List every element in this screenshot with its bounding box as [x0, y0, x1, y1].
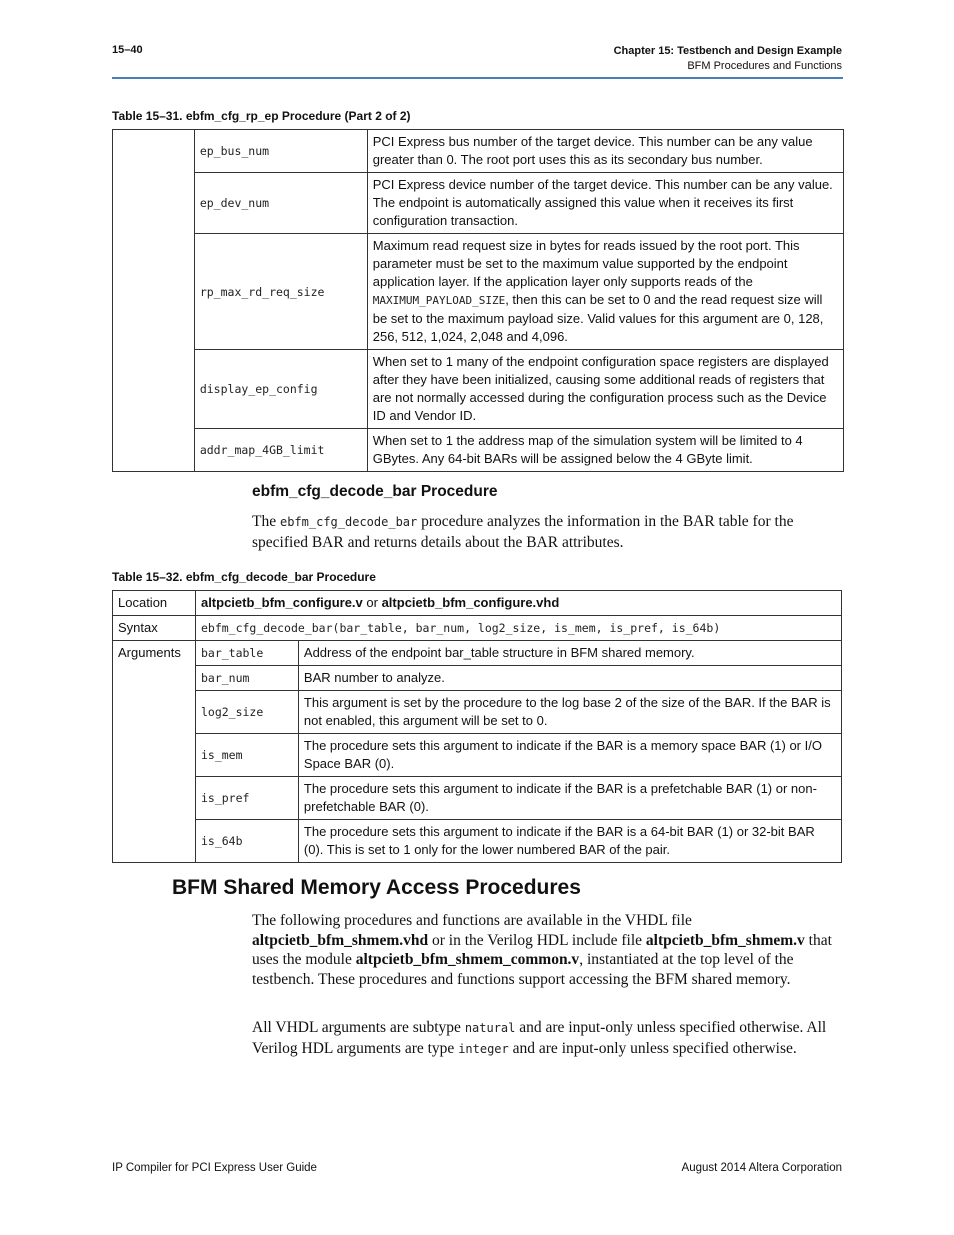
footer-guide-title: IP Compiler for PCI Express User Guide	[112, 1162, 317, 1174]
header-rule	[112, 77, 843, 79]
table1-arg-cell	[194, 130, 367, 173]
table1-desc-cell: PCI Express bus number of the target device. This number can be any value greater than 0. The root port uses this as its secondary bus number.	[367, 130, 843, 173]
table1-desc-cell	[367, 234, 843, 350]
arg-name: display_ep_config	[199, 382, 318, 396]
arg-name: is_pref	[200, 791, 250, 805]
file-name: altpcietb_bfm_configure.vhd	[381, 595, 560, 610]
file-name: altpcietb_bfm_shmem_common.v	[355, 951, 580, 968]
table1	[112, 129, 844, 472]
table2-desc-cell: BAR number to analyze.	[298, 666, 841, 691]
text: and are input-only unless specified otherwise. All Verilog HDL arguments are type	[252, 1019, 827, 1057]
text: , instantiated at the top level of the testbench. These procedures and functions support accessing the BFM shared memory.	[252, 951, 794, 988]
table1-arg-cell	[194, 429, 367, 472]
file-name: altpcietb_bfm_configure.v	[200, 595, 363, 610]
arg-name: log2_size	[200, 705, 264, 719]
inline-code: ebfm_cfg_decode_bar	[279, 515, 418, 529]
section-heading: ebfm_cfg_decode_bar Procedure	[252, 483, 498, 500]
text: that uses the module	[252, 931, 832, 968]
arg-name: ep_dev_num	[199, 196, 270, 210]
section-paragraph	[252, 512, 844, 552]
text: The following procedures and functions are available in the VHDL file	[252, 912, 692, 929]
inline-code: integer	[458, 1041, 509, 1056]
table2-desc-cell: The procedure sets this argument to indicate if the BAR is a prefetchable BAR (1) or non-prefetchable BAR (0).	[298, 777, 841, 820]
file-name: altpcietb_bfm_shmem.vhd	[252, 931, 429, 949]
table2-arg-cell	[195, 691, 298, 734]
arg-name: bar_table	[200, 646, 264, 660]
text: procedure analyzes the information in the BAR table for the specified BAR and returns details about the BAR attributes.	[252, 513, 794, 551]
inline-code: natural	[464, 1021, 516, 1035]
table2-desc-cell: This argument is set by the procedure to the log base 2 of the size of the BAR. If the BAR is not enabled, this argument will be set to 0.	[298, 691, 841, 734]
table2-arg-cell	[195, 777, 298, 820]
text: All VHDL arguments are subtype	[252, 1019, 465, 1036]
table2-desc-cell: Address of the endpoint bar_table structure in BFM shared memory.	[298, 641, 841, 666]
table1-blank-cell	[113, 130, 195, 472]
table1-arg-cell	[194, 350, 367, 429]
section-paragraph	[252, 911, 844, 989]
table1-arg-cell	[194, 234, 367, 350]
table2-arg-cell	[195, 820, 298, 863]
table2	[112, 590, 842, 863]
arguments-label: Arguments	[113, 641, 196, 863]
section-paragraph	[252, 1018, 844, 1059]
chapter-title: Chapter 15: Testbench and Design Example	[613, 45, 842, 57]
table1-arg-cell	[194, 173, 367, 234]
table2-caption: Table 15–32. ebfm_cfg_decode_bar Procedure	[112, 570, 376, 584]
location-label: Location	[113, 591, 196, 616]
page-number: 15–40	[112, 44, 143, 56]
desc-text: Maximum read request size in bytes for reads issued by the root port. This parameter must be set to the maximum value supported by the endpoint application layer. If the application layer only supports reads of the	[372, 238, 800, 289]
arg-name: rp_max_rd_req_size	[199, 284, 325, 299]
file-name: altpcietb_bfm_shmem.v	[645, 931, 805, 949]
table2-arg-cell	[195, 666, 298, 691]
arg-name: bar_num	[200, 671, 250, 685]
table1-desc-cell: PCI Express device number of the target device. This number can be any value. The endpoint is automatically assigned this value when it receives its first configuration transaction.	[367, 173, 843, 234]
footer-date-company: August 2014 Altera Corporation	[681, 1162, 842, 1174]
table1-caption: Table 15–31. ebfm_cfg_rp_ep Procedure (Part 2 of 2)	[112, 109, 411, 123]
text: and are input-only unless specified otherwise.	[508, 1039, 797, 1057]
section-title: BFM Procedures and Functions	[687, 60, 842, 72]
syntax-code: ebfm_cfg_decode_bar(bar_table, bar_num, log2_size, is_mem, is_pref, is_64b)	[200, 621, 721, 635]
desc-text: , then this can be set to 0 and the read request size will be set to the maximum payload size. Valid values for this argument are 0, 128, 256, 512, 1,024, 2,048 and 4,096.	[372, 292, 824, 344]
table2-desc-cell: The procedure sets this argument to indicate if the BAR is a 64-bit BAR (1) or 32-bit BAR (0). This is set to 1 only for the lower numbered BAR of the pair.	[298, 820, 841, 863]
arg-name: is_mem	[200, 748, 243, 762]
arg-name: addr_map_4GB_limit	[199, 443, 325, 457]
running-header	[614, 44, 842, 74]
table1-desc-cell: When set to 1 many of the endpoint configuration space registers are displayed after they have been initialized, causing some additional reads of registers that are not normally accessed during the configuration process such as the Device ID and Vendor ID.	[367, 350, 843, 429]
syntax-value	[195, 616, 841, 641]
text: The	[252, 513, 280, 530]
location-value	[195, 591, 841, 616]
text: or	[362, 595, 382, 610]
inline-code: MAXIMUM_PAYLOAD_SIZE	[372, 294, 506, 307]
arg-name: ep_bus_num	[199, 144, 270, 158]
table2-desc-cell: The procedure sets this argument to indicate if the BAR is a memory space BAR (1) or I/O Space BAR (0).	[298, 734, 841, 777]
table1-desc-cell: When set to 1 the address map of the simulation system will be limited to 4 GBytes. Any 64-bit BARs will be assigned below the 4 GByte limit.	[367, 429, 843, 472]
section-heading-main: BFM Shared Memory Access Procedures	[172, 876, 581, 899]
arg-name: is_64b	[200, 834, 243, 848]
table2-arg-cell	[195, 641, 298, 666]
syntax-label: Syntax	[113, 616, 196, 641]
table2-arg-cell	[195, 734, 298, 777]
text: or in the Verilog HDL include file	[428, 931, 646, 949]
